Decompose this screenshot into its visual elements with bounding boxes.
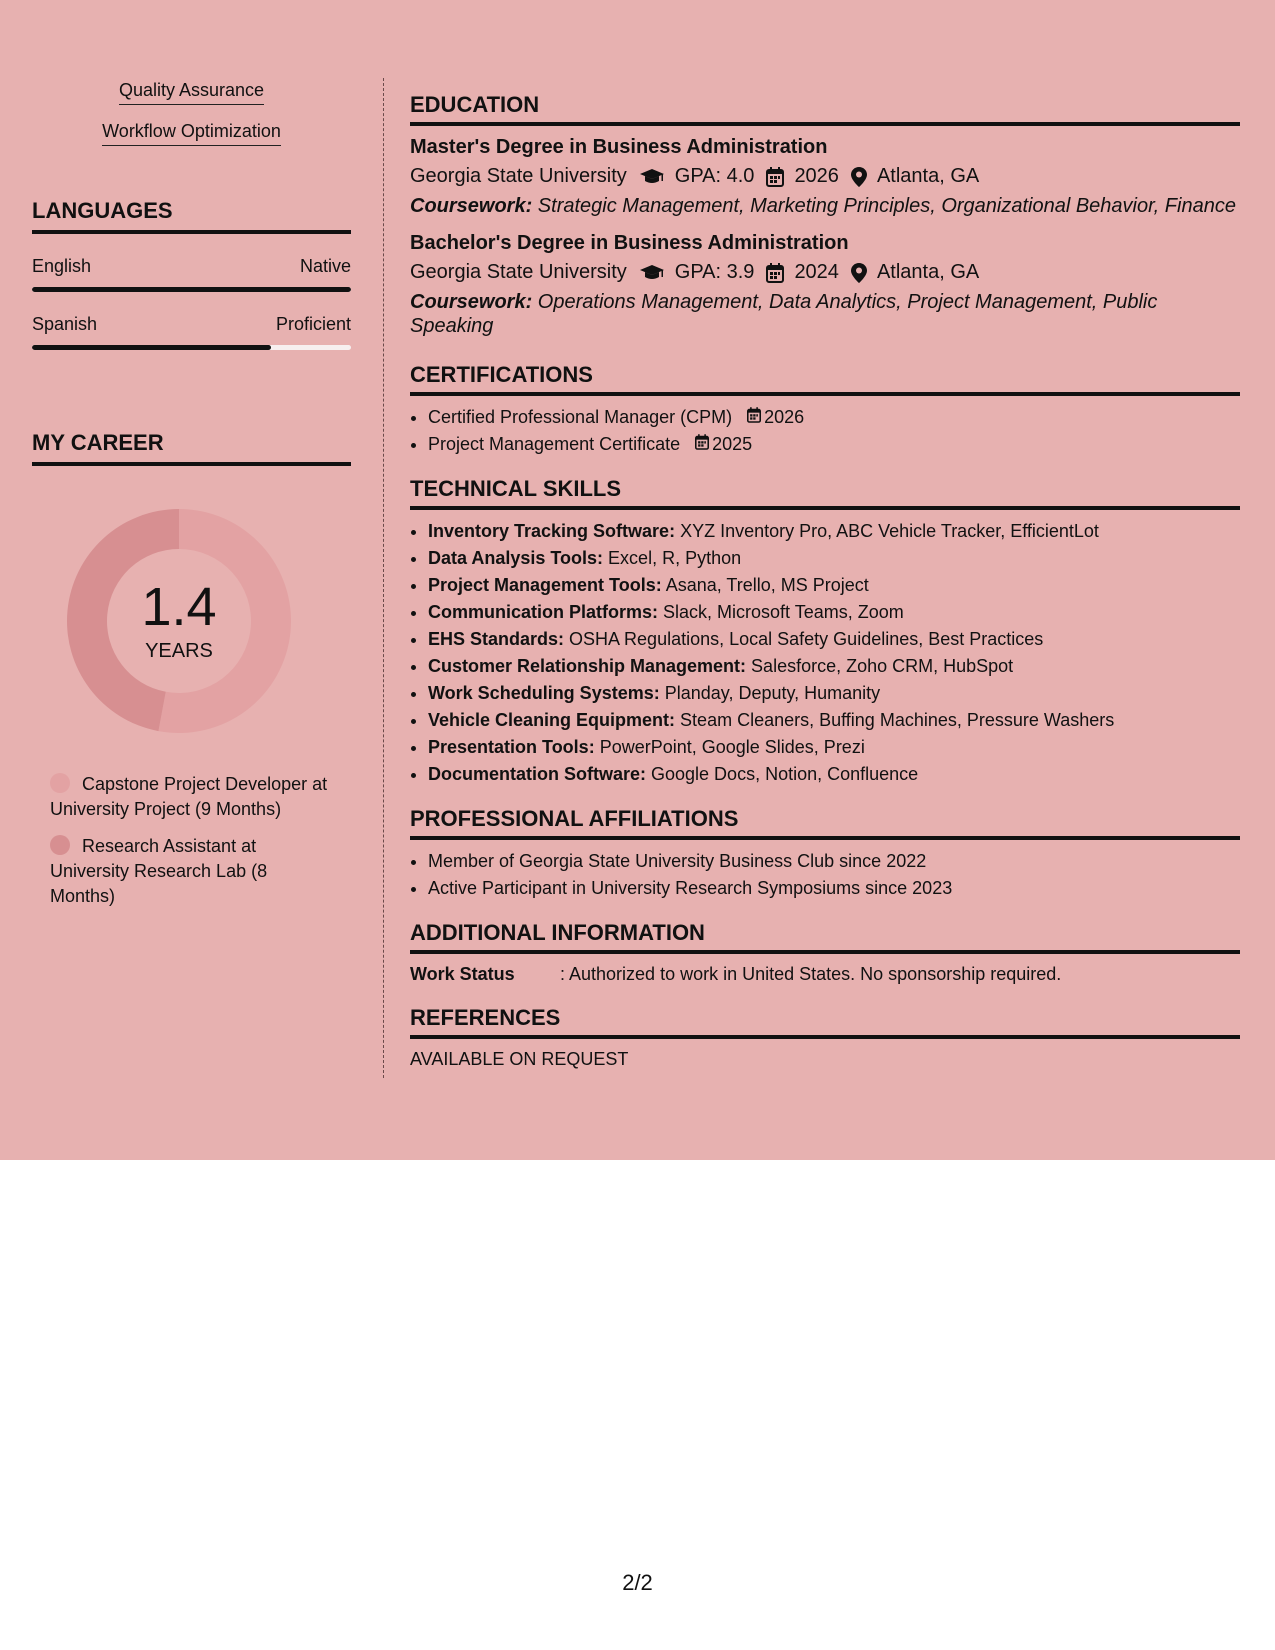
map-pin-icon <box>851 263 867 283</box>
list-item: • Member of Georgia State University Business Club since 2022 <box>428 848 1240 875</box>
certifications-heading: CERTIFICATIONS <box>410 362 1240 396</box>
languages-heading: LANGUAGES <box>32 198 351 234</box>
main-content <box>410 92 1240 1084</box>
school-name: Georgia State University <box>410 261 627 283</box>
career-legend <box>50 772 330 909</box>
location: Atlanta, GA <box>876 261 980 283</box>
list-item: • Project Management Certificate 2025 <box>428 431 1240 458</box>
career-donut-chart <box>64 506 294 736</box>
degree-entry <box>410 136 1240 218</box>
legend-dot-icon <box>50 773 70 793</box>
list-item: • Active Participant in University Research Symposiums since 2023 <box>428 875 1240 902</box>
graduation-cap-icon <box>639 264 665 282</box>
skill-tag: Quality Assurance <box>32 80 351 105</box>
map-pin-icon <box>851 167 867 187</box>
career-years-value: 1.4 <box>141 576 217 637</box>
coursework: Coursework: Strategic Management, Marketing Principles, Organizational Behavior, Finance <box>410 195 1236 217</box>
page-number: 2/2 <box>622 1570 653 1595</box>
list-item: • Work Scheduling Systems: Planday, Deputy, Humanity <box>428 680 1240 707</box>
degree-entry <box>410 232 1240 338</box>
calendar-icon <box>747 404 764 431</box>
references-section <box>410 1005 1240 1070</box>
language-proficiency-bar <box>32 287 351 292</box>
additional-info-heading: ADDITIONAL INFORMATION <box>410 920 1240 954</box>
location: Atlanta, GA <box>876 165 980 187</box>
list-item: • Documentation Software: Google Docs, Notion, Confluence <box>428 761 1240 788</box>
language-proficiency-fill <box>32 287 351 292</box>
references-heading: REFERENCES <box>410 1005 1240 1039</box>
graduation-cap-icon <box>639 168 665 186</box>
calendar-icon <box>766 263 784 283</box>
language-name: English <box>32 256 92 276</box>
work-status-value: : Authorized to work in United States. No sponsorship required. <box>560 964 1062 984</box>
language-proficiency-fill <box>32 345 271 350</box>
technical-skills-heading: TECHNICAL SKILLS <box>410 476 1240 510</box>
career-legend-item: Capstone Project Developer at University Project (9 Months) <box>50 774 328 819</box>
degree-title: Bachelor's Degree in Business Administration <box>410 232 849 254</box>
affiliations-heading: PROFESSIONAL AFFILIATIONS <box>410 806 1240 840</box>
list-item: • EHS Standards: OSHA Regulations, Local Safety Guidelines, Best Practices <box>428 626 1240 653</box>
list-item: • Inventory Tracking Software: XYZ Inventory Pro, ABC Vehicle Tracker, EfficientLot <box>428 518 1240 545</box>
list-item: • Certified Professional Manager (CPM) 2026 <box>428 404 1240 431</box>
affiliations-section <box>410 806 1240 902</box>
gpa: GPA: 4.0 <box>674 165 755 187</box>
column-divider <box>383 78 384 1078</box>
references-text: AVAILABLE ON REQUEST <box>410 1049 629 1069</box>
additional-info-section <box>410 920 1240 985</box>
list-item: • Project Management Tools: Asana, Trello, MS Project <box>428 572 1240 599</box>
language-item <box>32 314 351 350</box>
skill-tag: Workflow Optimization <box>32 121 351 146</box>
coursework: Coursework: Operations Management, Data Analytics, Project Management, Public Speaking <box>410 291 1158 337</box>
language-level: Native <box>299 256 351 276</box>
list-item: • Communication Platforms: Slack, Microsoft Teams, Zoom <box>428 599 1240 626</box>
sidebar <box>32 80 351 921</box>
list-item: • Vehicle Cleaning Equipment: Steam Cleaners, Buffing Machines, Pressure Washers <box>428 707 1240 734</box>
career-years-label: YEARS <box>145 639 213 662</box>
degree-title: Master's Degree in Business Administration <box>410 136 828 158</box>
education-section <box>410 92 1240 338</box>
calendar-icon <box>766 167 784 187</box>
technical-skills-section <box>410 476 1240 788</box>
certifications-section <box>410 362 1240 458</box>
language-item <box>32 256 351 292</box>
list-item: • Customer Relationship Management: Salesforce, Zoho CRM, HubSpot <box>428 653 1240 680</box>
education-heading: EDUCATION <box>410 92 1240 126</box>
work-status-label: Work Status <box>410 964 515 984</box>
list-item: • Presentation Tools: PowerPoint, Google Slides, Prezi <box>428 734 1240 761</box>
language-name: Spanish <box>32 314 98 334</box>
list-item: • Data Analysis Tools: Excel, R, Python <box>428 545 1240 572</box>
language-level: Proficient <box>275 314 351 334</box>
career-legend-item: Research Assistant at University Research Lab (8 Months) <box>50 836 268 906</box>
school-name: Georgia State University <box>410 165 627 187</box>
legend-dot-icon <box>50 835 70 855</box>
graduation-year: 2026 <box>794 165 839 187</box>
language-proficiency-bar <box>32 345 351 350</box>
calendar-icon <box>695 431 712 458</box>
graduation-year: 2024 <box>794 261 839 283</box>
career-heading: MY CAREER <box>32 430 351 466</box>
gpa: GPA: 3.9 <box>674 261 755 283</box>
